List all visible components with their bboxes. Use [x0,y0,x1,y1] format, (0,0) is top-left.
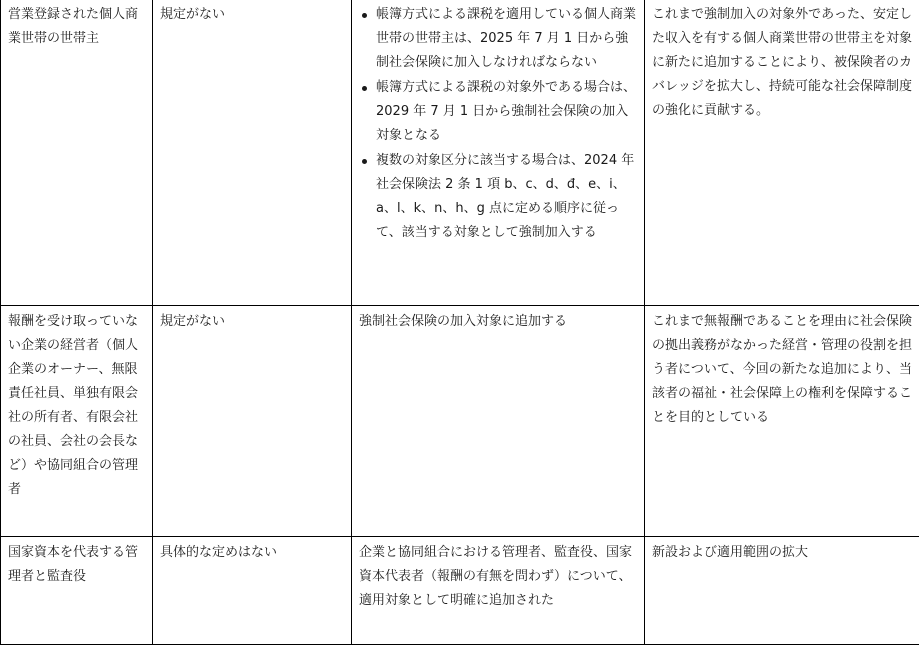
subject-cell: 営業登録された個人商業世帯の世帯主 [1,0,153,306]
impact-cell: 新設および適用範囲の拡大 [645,537,919,645]
bullet-icon [362,13,367,18]
previous-rule-cell: 規定がない [153,0,352,306]
subject-cell: 国家資本を代表する管理者と監査役 [1,537,153,645]
subject-cell: 報酬を受け取っていない企業の経営者（個人企業のオーナー、無限責任社員、単独有限会社の所有者、有限会社の社員、会社の会長など）や協同組合の管理者 [1,306,153,537]
list-item-text: 帳簿方式による課税の対象外である場合は、2029 年 7 月 1 日から強制社会保険の加入対象となる [376,80,636,143]
impact-cell: これまで無報酬であることを理由に社会保険の拠出義務がなかった経営・管理の役割を担う者について、今回の新たな追加により、当該者の福祉・社会保障上の権利を保障することを目的としている [645,306,919,537]
table-row [1,0,919,306]
table-row [1,306,919,537]
change-cell: 企業と協同組合における管理者、監査役、国家資本代表者（報酬の有無を問わず）について、適用対象として明確に追加された [352,537,645,645]
bullet-icon [362,86,367,91]
table-row [1,537,919,645]
bullet-icon [362,159,367,164]
change-bullet-list [359,3,637,245]
change-cell [352,0,645,306]
impact-cell: これまで強制加入の対象外であった、安定した収入を有する個人商業世帯の世帯主を対象に新たに追加することにより、被保険者のカバレッジを拡大し、持続可能な社会保障制度の強化に貢献する。 [645,0,919,306]
list-item [359,76,637,148]
list-item-text: 複数の対象区分に該当する場合は、2024 年社会保険法 2 条 1 項 b、c、d、đ、e、i、a、l、k、n、h、g 点に定める順序に従って、該当する対象として強制加入する [376,153,634,240]
list-item-text: 帳簿方式による課税を適用している個人商業世帯の世帯主は、2025 年 7 月 1 日から強制社会保険に加入しなければならない [376,7,636,70]
list-item [359,3,637,75]
change-cell: 強制社会保険の加入対象に追加する [352,306,645,537]
previous-rule-cell: 規定がない [153,306,352,537]
list-item [359,149,637,245]
previous-rule-cell: 具体的な定めはない [153,537,352,645]
